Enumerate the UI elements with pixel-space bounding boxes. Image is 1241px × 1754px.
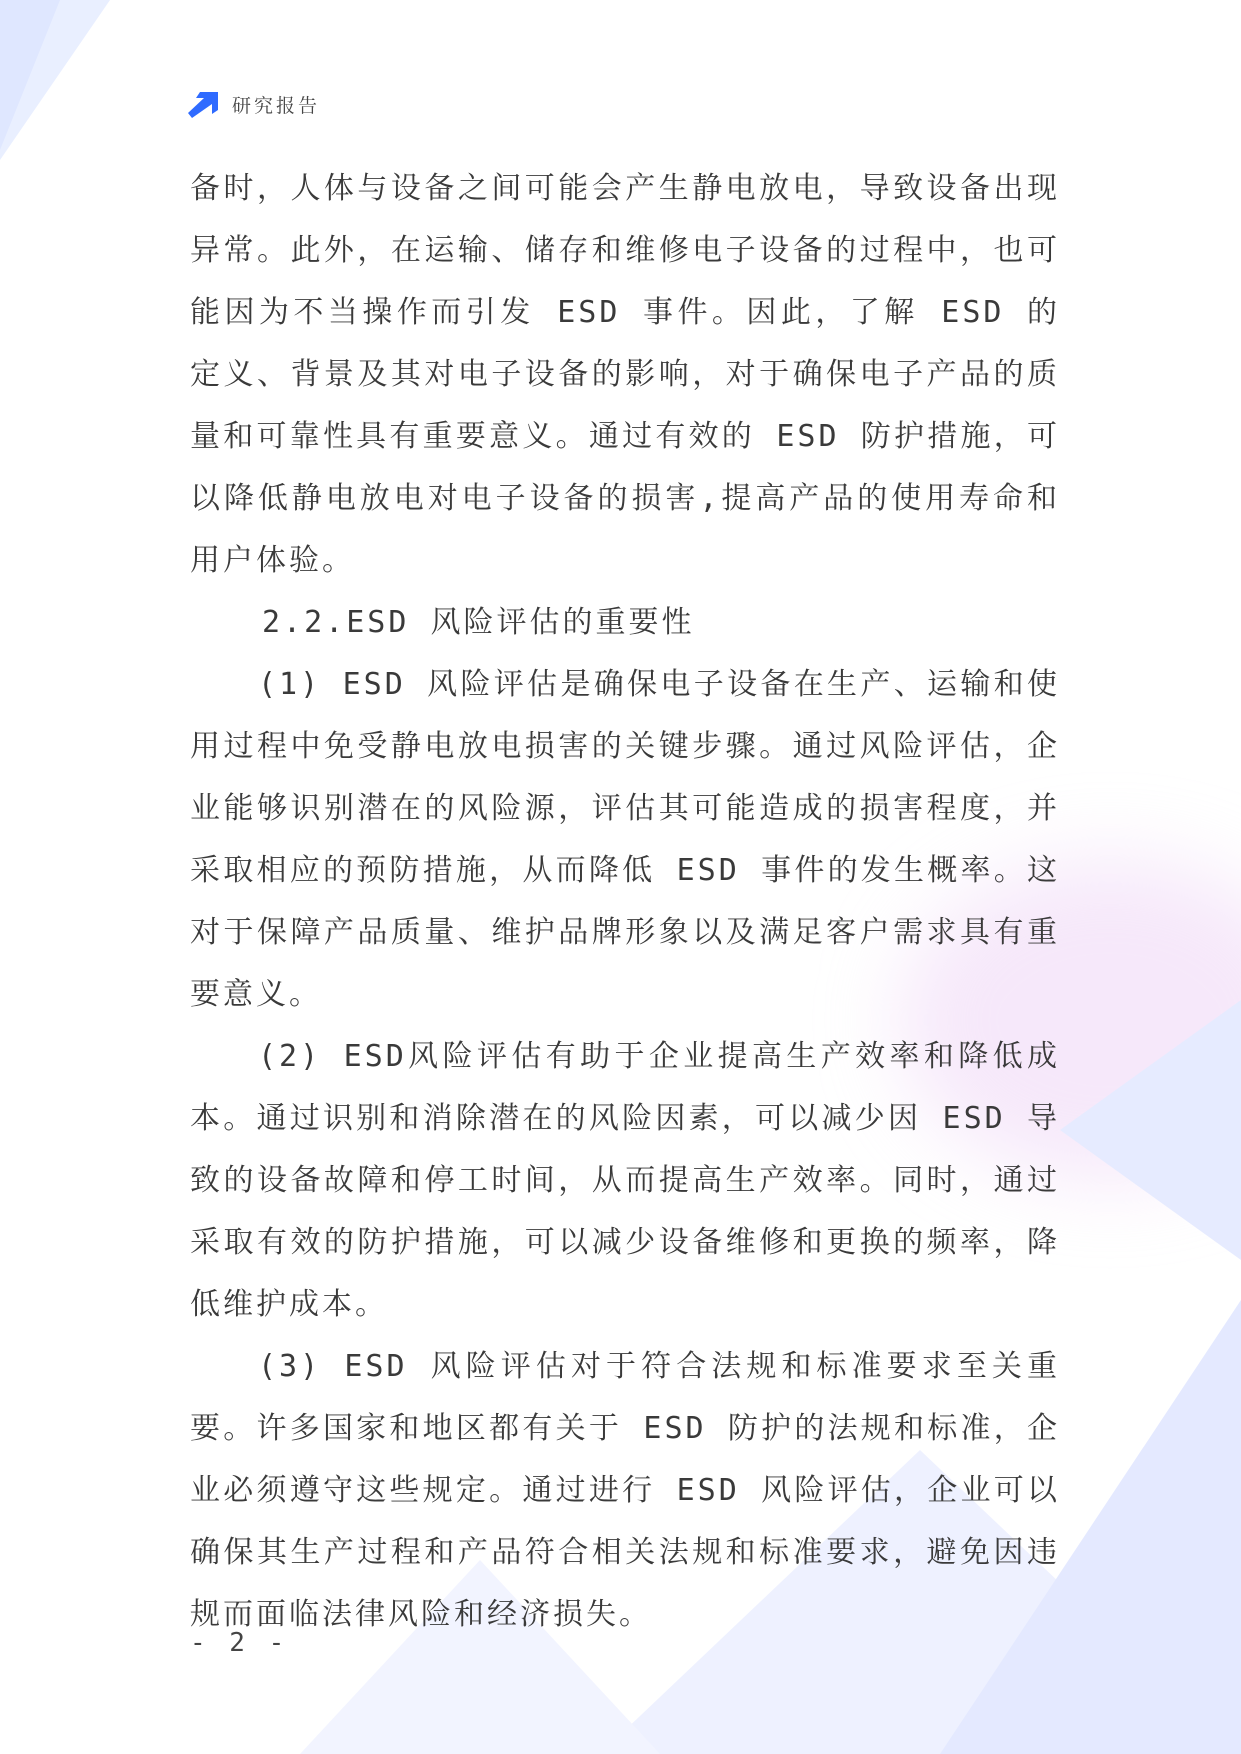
paragraph-point-1: (1) ESD 风险评估是确保电子设备在生产、运输和使用过程中免受静电放电损害的关键步骤。通过风险评估，企业能够识别潜在的风险源，评估其可能造成的损害程度，并采取相应的预防措施，从而降低 ESD 事件的发生概率。这对于保障产品质量、维护品牌形象以及满足客户需求具有重要意义。 xyxy=(190,667,1060,1012)
paragraph-continuation: 备时，人体与设备之间可能会产生静电放电，导致设备出现异常。此外，在运输、储存和维修电子设备的过程中，也可能因为不当操作而引发 ESD 事件。因此，了解 ESD 的定义、背景及其对电子设备的影响，对于确保电子产品的质量和可靠性具有重要意义。通过有效的 ESD 防护措施，可以降低静电放电对电子设备的损害,提高产品的使用寿命和用户体验。 xyxy=(190,171,1060,578)
arrow-up-right-icon xyxy=(188,88,222,120)
document-body xyxy=(190,158,1060,1646)
bg-triangle-top-left-2 xyxy=(0,0,60,150)
report-header xyxy=(188,88,320,120)
header-title: 研究报告 xyxy=(232,94,321,117)
paragraph-point-3: (3) ESD 风险评估对于符合法规和标准要求至关重要。许多国家和地区都有关于 ESD 防护的法规和标准，企业必须遵守这些规定。通过进行 ESD 风险评估，企业可以确保其生产过程和产品符合相关法规和标准要求，避免因违规而面临法律风险和经济损失。 xyxy=(190,1349,1060,1632)
page-number: - 2 - xyxy=(190,1628,289,1658)
section-heading: 2.2.ESD 风险评估的重要性 xyxy=(262,605,695,640)
bg-triangle-right xyxy=(1060,1000,1241,1260)
paragraph-point-2: (2) ESD风险评估有助于企业提高生产效率和降低成本。通过识别和消除潜在的风险因素，可以减少因 ESD 导致的设备故障和停工时间，从而提高生产效率。同时，通过采取有效的防护措施，可以减少设备维修和更换的频率，降低维护成本。 xyxy=(190,1039,1060,1322)
